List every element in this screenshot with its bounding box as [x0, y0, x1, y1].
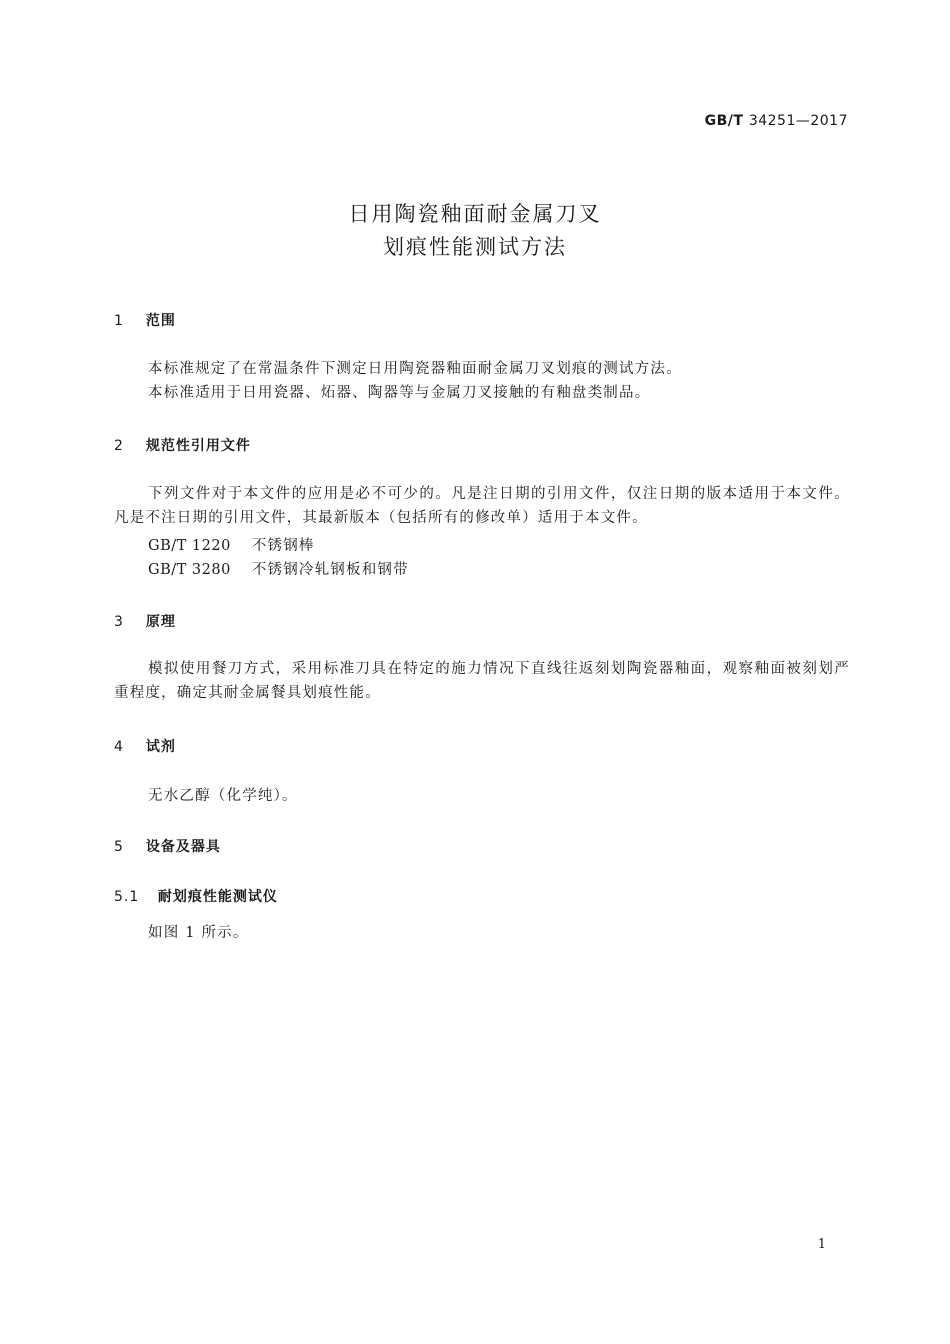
section-number: 5.1 — [114, 889, 140, 905]
document-title-line1: 日用陶瓷釉面耐金属刀叉 — [348, 202, 602, 226]
reference-code: GB/T 3280 — [148, 562, 231, 578]
section-title: 试剂 — [145, 739, 176, 755]
section-4-paragraph-1: 无水乙醇（化学纯）。 — [148, 788, 298, 804]
section-number: 5 — [114, 839, 124, 855]
section-5-heading — [114, 836, 221, 856]
section-title: 范围 — [145, 313, 176, 329]
standard-prefix: GB/T — [704, 113, 744, 129]
section-5-1-heading — [114, 886, 278, 906]
section-5-1-paragraph-1: 如图 1 所示。 — [148, 925, 249, 941]
reference-item — [148, 534, 315, 555]
section-title: 原理 — [145, 614, 176, 630]
section-number: 1 — [114, 313, 124, 329]
section-1-heading — [114, 310, 176, 330]
section-title: 设备及器具 — [145, 839, 221, 855]
reference-item — [148, 558, 409, 579]
section-2-heading — [114, 435, 251, 455]
section-2-paragraph-1: 下列文件对于本文件的应用是必不可少的。凡是注日期的引用文件，仅注日期的版本适用于本文件。凡是不注日期的引用文件，其最新版本（包括所有的修改单）适用于本文件。 — [114, 486, 850, 526]
section-number: 2 — [114, 438, 124, 454]
reference-name: 不锈钢冷轧钢板和钢带 — [251, 562, 409, 578]
reference-name: 不锈钢棒 — [251, 538, 315, 554]
document-title-line2: 划痕性能测试方法 — [383, 235, 567, 259]
page-number: 1 — [817, 1237, 826, 1252]
section-number: 4 — [114, 739, 124, 755]
standard-code — [705, 113, 848, 129]
section-3-heading — [114, 611, 176, 631]
section-title: 规范性引用文件 — [145, 438, 251, 454]
section-3-paragraph-1: 模拟使用餐刀方式，采用标准刀具在特定的施力情况下直线往返刻划陶瓷器釉面，观察釉面被刻划严重程度，确定其耐金属餐具划痕性能。 — [114, 661, 850, 701]
section-number: 3 — [114, 614, 124, 630]
reference-code: GB/T 1220 — [148, 538, 231, 554]
standard-number: 34251—2017 — [748, 113, 848, 129]
section-title: 耐划痕性能测试仪 — [157, 889, 278, 905]
section-4-heading — [114, 736, 176, 756]
section-1-paragraph-1: 本标准规定了在常温条件下测定日用陶瓷器釉面耐金属刀叉划痕的测试方法。 — [148, 361, 682, 377]
section-1-paragraph-2: 本标准适用于日用瓷器、炻器、陶器等与金属刀叉接触的有釉盘类制品。 — [148, 385, 651, 401]
